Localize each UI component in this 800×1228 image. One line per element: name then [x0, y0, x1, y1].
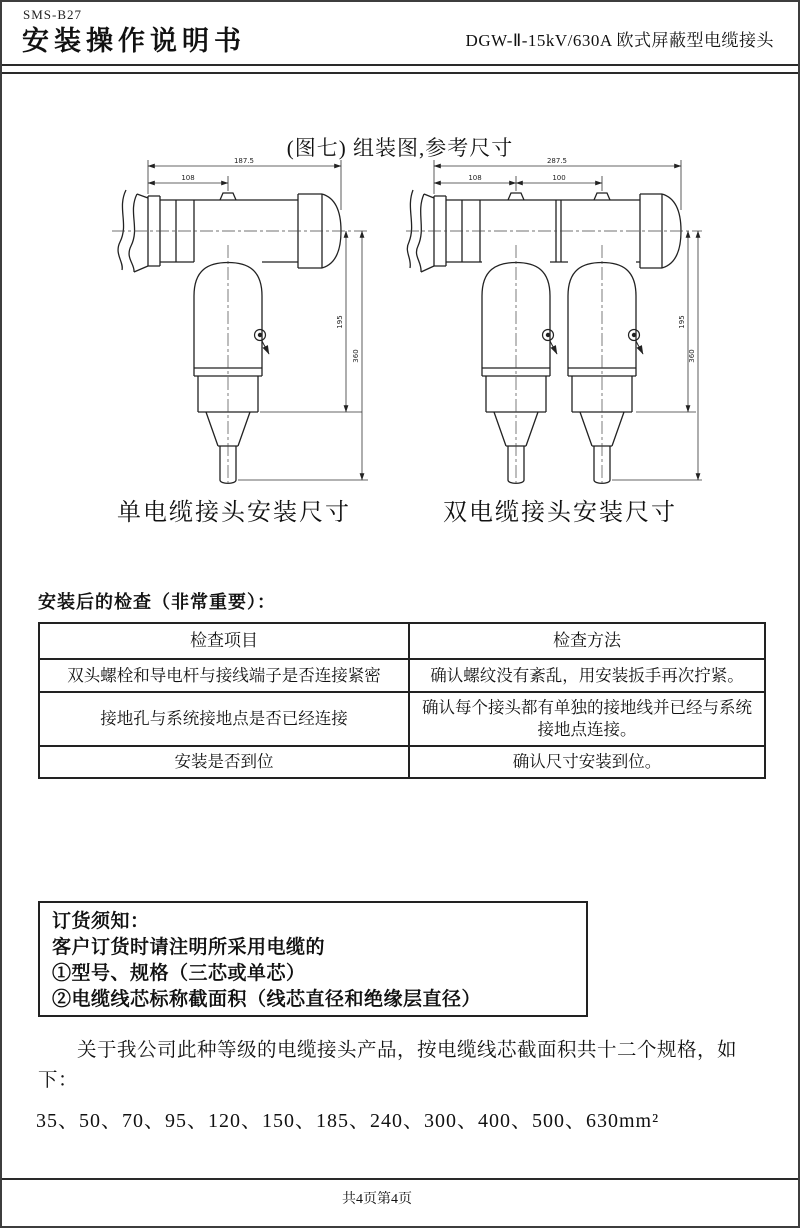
double-cable-connector-diagram [404, 150, 704, 488]
spec-paragraph: 关于我公司此种等级的电缆接头产品，按电缆线芯截面积共十二个规格，如下： [38, 1040, 738, 1091]
dim-total-width: 287.5 [546, 157, 568, 165]
order-notice-line: ②电缆线芯标称截面积（线芯直径和绝缘层直径） [52, 989, 482, 1010]
figure-title: (图七) 组装图,参考尺寸 [286, 136, 514, 160]
order-notice-line: ①型号、规格（三芯或单芯） [52, 963, 306, 984]
test-point-tab [220, 193, 236, 200]
inspection-method: 确认螺纹没有紊乱，用安装扳手再次拧紧。 [409, 659, 765, 692]
table-row [39, 692, 765, 746]
inspection-item: 接地孔与系统接地点是否已经连接 [39, 692, 409, 746]
table-row [39, 659, 765, 692]
connector-outline [118, 190, 341, 483]
test-point-tab [594, 193, 610, 200]
inspection-item: 双头螺栓和导电杆与接线端子是否连接紧密 [39, 659, 409, 692]
dim-inner-height: 195 [336, 315, 344, 329]
dim-total-height: 360 [688, 349, 696, 363]
caption-single-connector: 单电缆接头安装尺寸 [117, 500, 351, 526]
page-title: 安装操作说明书 [22, 26, 246, 56]
dim-inner-height: 195 [678, 315, 686, 329]
product-model-title: DGW-Ⅱ-15kV/630A 欧式屏蔽型电缆接头 [465, 31, 774, 50]
header-divider-bottom [2, 72, 798, 74]
single-cable-connector-diagram [110, 150, 372, 488]
test-point-tab [508, 193, 524, 200]
dim-first-width: 108 [468, 174, 482, 182]
order-notice-line: 客户订货时请注明所采用电缆的 [52, 937, 326, 958]
header-divider-top [2, 64, 798, 66]
inspection-method: 确认每个接头都有单独的接地线并已经与系统接地点连接。 [409, 692, 765, 746]
inspection-table [38, 622, 766, 779]
spec-sizes-list: 35、50、70、95、120、150、185、240、300、400、500、630mm² [36, 1110, 660, 1132]
caption-double-connector: 双电缆接头安装尺寸 [443, 500, 677, 526]
dim-total-width: 187.5 [233, 157, 255, 165]
center-lines [406, 231, 702, 486]
table-header-row [39, 623, 765, 659]
dim-partial-width: 108 [181, 174, 195, 182]
dim-total-height: 360 [352, 349, 360, 363]
dim-second-width: 100 [552, 174, 566, 182]
page-number: 共4页第4页 [342, 1192, 412, 1207]
doc-code: SMS-B27 [23, 7, 83, 22]
inspection-item: 安装是否到位 [39, 746, 409, 778]
center-lines [112, 231, 368, 486]
connector-outline [407, 190, 681, 483]
order-notice-box [38, 901, 588, 1017]
column-header-item: 检查项目 [39, 623, 409, 659]
dimension-annotations [148, 160, 368, 480]
footer-divider [2, 1178, 798, 1180]
table-row [39, 746, 765, 778]
column-header-method: 检查方法 [409, 623, 765, 659]
inspection-heading: 安装后的检查（非常重要）： [38, 592, 276, 612]
inspection-method: 确认尺寸安装到位。 [409, 746, 765, 778]
order-notice-title: 订货须知： [52, 911, 150, 932]
